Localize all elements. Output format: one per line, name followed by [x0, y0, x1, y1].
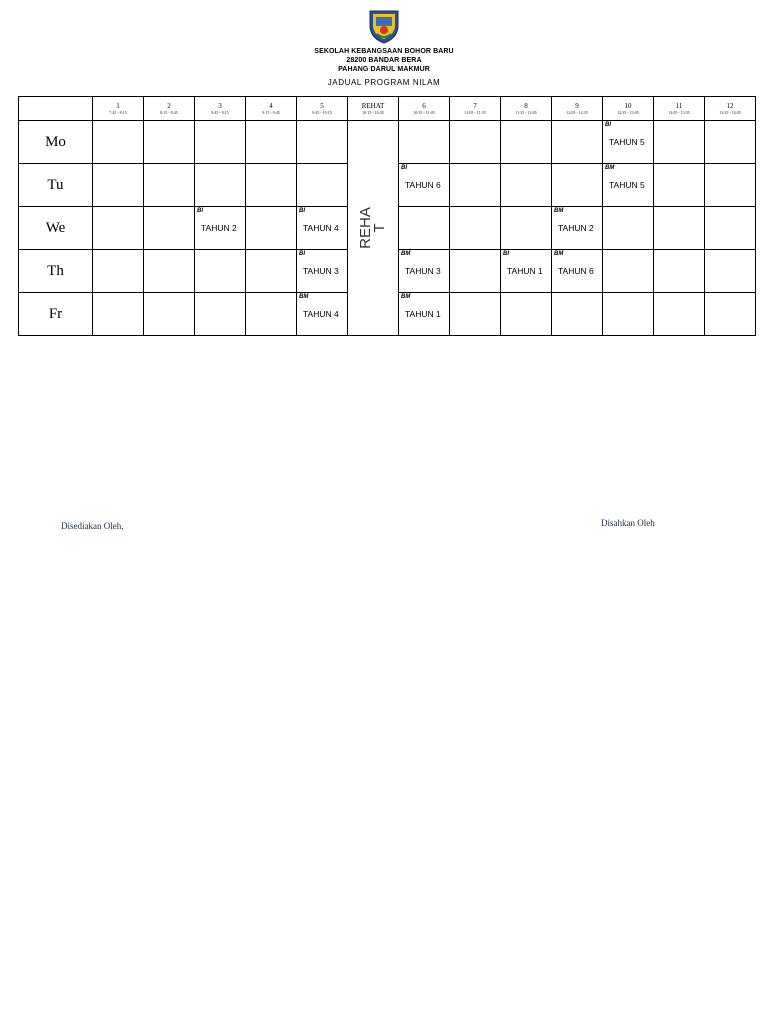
document-header: [0, 8, 768, 87]
timetable-cell: [450, 121, 501, 164]
timetable-cell: [654, 121, 705, 164]
timetable-cell: [246, 293, 297, 336]
class-label: TAHUN 1: [507, 266, 543, 276]
timetable-cell: [195, 250, 246, 293]
timetable-cell: [501, 293, 552, 336]
approved-by-label: Disahkan Oleh: [601, 518, 655, 528]
class-label: TAHUN 2: [558, 223, 594, 233]
timetable-cell: [450, 250, 501, 293]
subject-code: BM: [554, 208, 564, 214]
subject-code: BM: [401, 294, 411, 300]
timetable-cell: [705, 121, 756, 164]
document-title: JADUAL PROGRAM NILAM: [327, 78, 441, 87]
period-time: 7:45 - 8:15: [109, 109, 127, 115]
class-label: TAHUN 5: [609, 180, 645, 190]
timetable-cell: [144, 207, 195, 250]
subject-code: BI: [503, 251, 509, 257]
period-number: 5: [320, 101, 324, 110]
day-label: Tu: [19, 164, 93, 207]
period-time: 13:35 - 14:05: [719, 109, 741, 115]
period-time: 11:35 - 12:05: [515, 109, 537, 115]
timetable-cell: [144, 164, 195, 207]
timetable-cell: [195, 121, 246, 164]
timetable-cell: [501, 250, 552, 293]
timetable-cell: [552, 121, 603, 164]
school-name: SEKOLAH KEBANGSAAN BOHOR BARU: [314, 48, 454, 55]
period-number: 12: [726, 101, 734, 110]
timetable-cell: [603, 121, 654, 164]
timetable-cell: [297, 121, 348, 164]
timetable-cell: [144, 121, 195, 164]
timetable-cell: [246, 121, 297, 164]
timetable-cell: [195, 293, 246, 336]
class-label: TAHUN 5: [609, 137, 645, 147]
timetable-cell: [603, 250, 654, 293]
timetable-cell: [195, 207, 246, 250]
timetable-cell: [552, 164, 603, 207]
timetable-cell: [297, 250, 348, 293]
timetable-cell: [450, 293, 501, 336]
day-label: We: [19, 207, 93, 250]
timetable-cell: [705, 164, 756, 207]
subject-code: BI: [299, 208, 305, 214]
period-number: 3: [218, 101, 222, 110]
day-label: Th: [19, 250, 93, 293]
timetable-cell: [501, 121, 552, 164]
timetable-cell: [501, 164, 552, 207]
timetable-cell: [450, 207, 501, 250]
school-state: PAHANG DARUL MAKMUR: [338, 66, 430, 73]
timetable-cell: [399, 293, 450, 336]
day-label: Mo: [19, 121, 93, 164]
timetable-cell: [93, 121, 144, 164]
period-header-cell: [501, 97, 552, 121]
period-time: 12:35 - 13:05: [617, 109, 639, 115]
subject-code: BM: [605, 165, 615, 171]
period-number: 6: [422, 101, 426, 110]
period-header-cell: [297, 97, 348, 121]
timetable-cell: [501, 207, 552, 250]
timetable: [18, 96, 756, 336]
school-crest-icon: [367, 8, 401, 44]
timetable-cell: [654, 250, 705, 293]
period-header-cell: [654, 97, 705, 121]
period-time: 9:15 - 9:45: [262, 109, 280, 115]
class-label: TAHUN 2: [201, 223, 237, 233]
class-label: TAHUN 4: [303, 223, 339, 233]
rehat-label: REHA T: [357, 207, 388, 249]
timetable-cell: [144, 250, 195, 293]
period-time: 10:15 - 10:35: [362, 109, 384, 115]
period-time: 12:05 - 12:35: [566, 109, 588, 115]
timetable-cell: [603, 207, 654, 250]
timetable-cell: [399, 121, 450, 164]
timetable-cell: [246, 250, 297, 293]
period-time: 8:15 - 8:45: [160, 109, 178, 115]
subject-code: BM: [554, 251, 564, 257]
day-label: Fr: [19, 293, 93, 336]
timetable-cell: [654, 207, 705, 250]
period-time: 11:05 - 11:35: [464, 109, 486, 115]
timetable-cell: [93, 250, 144, 293]
subject-code: BM: [299, 294, 309, 300]
timetable-cell: [654, 164, 705, 207]
period-number: 7: [473, 101, 477, 110]
class-label: TAHUN 6: [405, 180, 441, 190]
timetable-cell: [297, 164, 348, 207]
timetable-cell: [705, 207, 756, 250]
timetable-cell: [93, 207, 144, 250]
subject-code: BI: [605, 122, 611, 128]
period-number: 10: [624, 101, 632, 110]
period-header-cell: [603, 97, 654, 121]
period-number: 1: [116, 101, 120, 110]
school-postcode: 28200 BANDAR BERA: [346, 57, 422, 64]
rehat-break-cell: [348, 121, 399, 336]
period-number: REHAT: [361, 101, 385, 110]
period-number: 11: [675, 101, 683, 110]
period-number: 2: [167, 101, 171, 110]
period-number: 9: [575, 101, 579, 110]
period-time: 13:05 - 13:35: [668, 109, 690, 115]
timetable-cell: [93, 164, 144, 207]
period-time: 10:35 - 11:05: [413, 109, 435, 115]
timetable-cell: [399, 164, 450, 207]
period-header-cell: [348, 97, 399, 121]
timetable-cell: [297, 207, 348, 250]
period-number: 8: [524, 101, 528, 110]
timetable-cell: [195, 164, 246, 207]
subject-code: BI: [299, 251, 305, 257]
subject-code: BI: [197, 208, 203, 214]
timetable-cell: [705, 250, 756, 293]
period-header-cell: [450, 97, 501, 121]
timetable-cell: [603, 164, 654, 207]
header-corner-cell: [19, 97, 93, 121]
timetable-cell: [705, 293, 756, 336]
timetable-row: [19, 121, 756, 164]
timetable-cell: [552, 207, 603, 250]
timetable-cell: [246, 164, 297, 207]
timetable-cell: [603, 293, 654, 336]
timetable-cell: [93, 293, 144, 336]
subject-code: BI: [401, 165, 407, 171]
period-header-cell: [246, 97, 297, 121]
period-header-cell: [93, 97, 144, 121]
timetable-cell: [399, 207, 450, 250]
period-header-cell: [552, 97, 603, 121]
timetable-cell: [297, 293, 348, 336]
period-header-cell: [399, 97, 450, 121]
period-header-cell: [144, 97, 195, 121]
timetable-cell: [450, 164, 501, 207]
class-label: TAHUN 4: [303, 309, 339, 319]
period-time: 9:45 - 10:15: [312, 109, 332, 115]
timetable-cell: [552, 250, 603, 293]
timetable-cell: [399, 250, 450, 293]
timetable-header-row: [19, 97, 756, 121]
timetable-cell: [654, 293, 705, 336]
period-header-cell: [195, 97, 246, 121]
class-label: TAHUN 6: [558, 266, 594, 276]
period-number: 4: [269, 101, 273, 110]
period-header-cell: [705, 97, 756, 121]
timetable-cell: [144, 293, 195, 336]
class-label: TAHUN 1: [405, 309, 441, 319]
timetable-cell: [246, 207, 297, 250]
prepared-by-label: Disediakan Oleh,: [61, 521, 124, 531]
class-label: TAHUN 3: [303, 266, 339, 276]
class-label: TAHUN 3: [405, 266, 441, 276]
timetable-cell: [552, 293, 603, 336]
subject-code: BM: [401, 251, 411, 257]
period-time: 8:45 - 9:15: [211, 109, 229, 115]
